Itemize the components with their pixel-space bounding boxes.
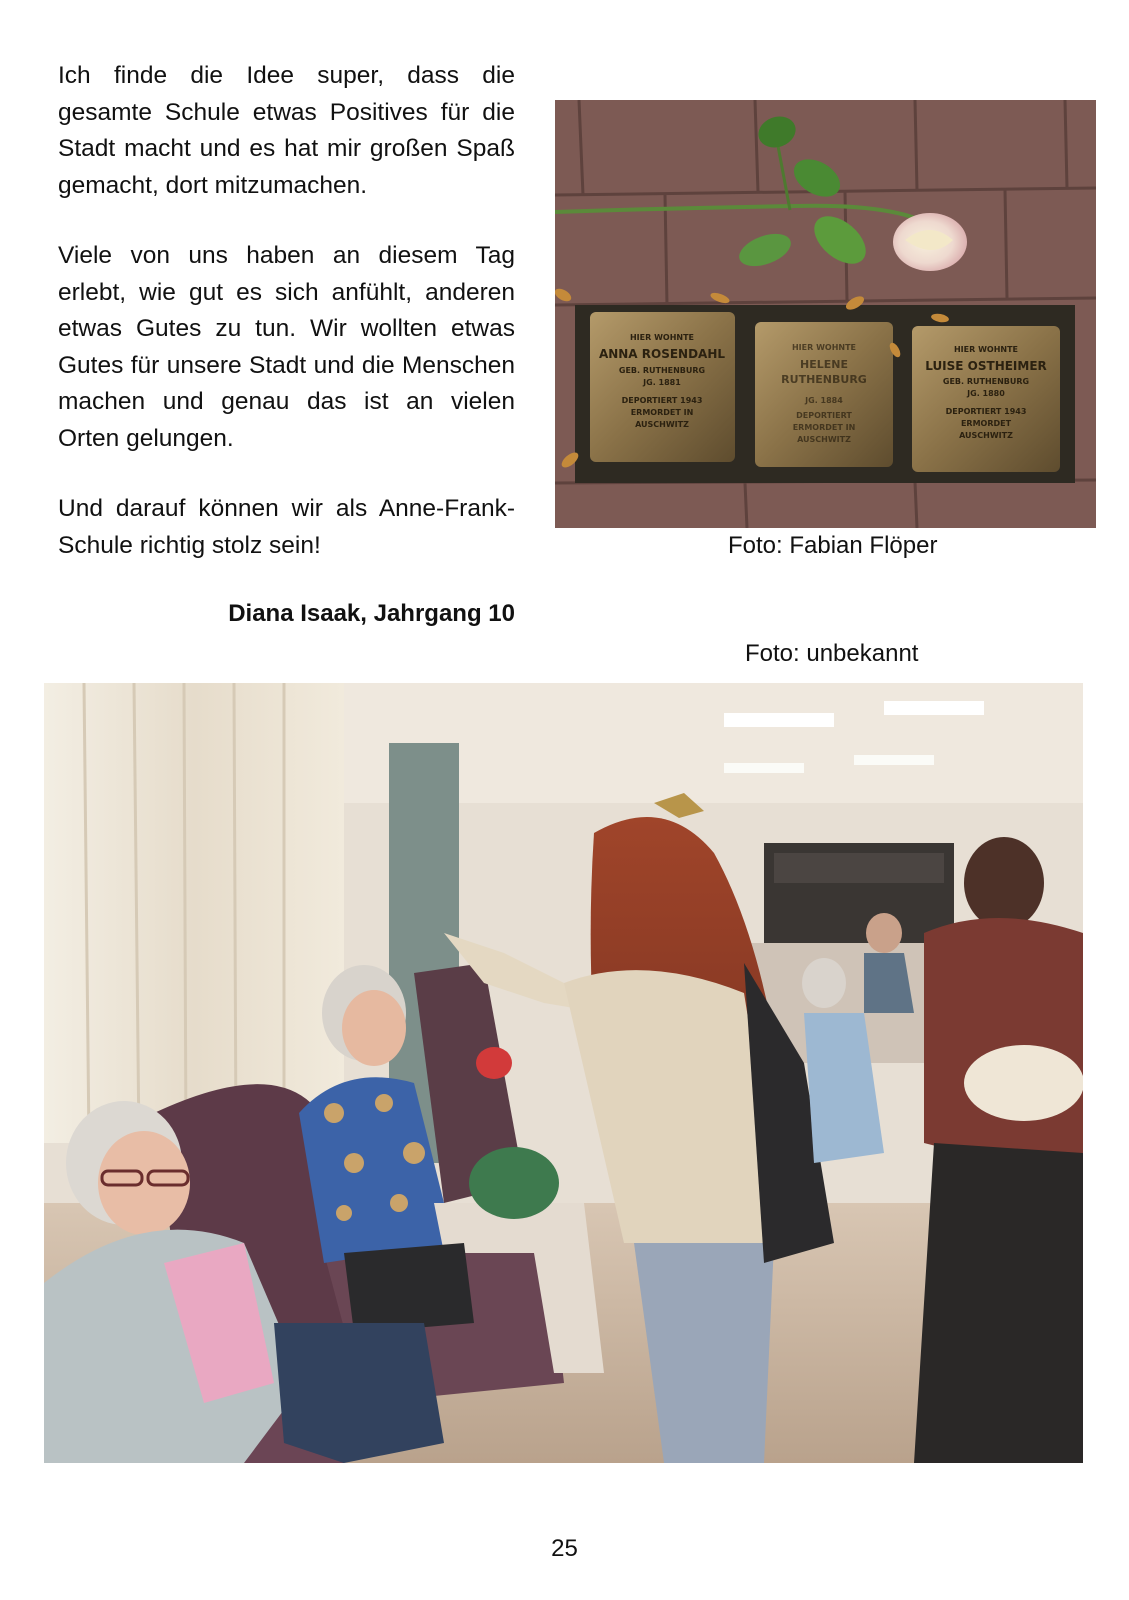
svg-text:LUISE OSTHEIMER: LUISE OSTHEIMER [925, 359, 1047, 373]
author-signature: Diana Isaak, Jahrgang 10 [228, 600, 515, 627]
svg-text:JG. 1884: JG. 1884 [805, 396, 843, 405]
page-number: 25 [551, 1535, 578, 1562]
svg-text:AUSCHWITZ: AUSCHWITZ [635, 420, 689, 429]
svg-text:DEPORTIERT: DEPORTIERT [796, 411, 852, 420]
svg-text:AUSCHWITZ: AUSCHWITZ [797, 435, 851, 444]
svg-text:JG. 1880: JG. 1880 [967, 389, 1005, 398]
photo-caption-stolpersteine: Foto: Fabian Flöper [728, 532, 938, 559]
svg-text:HIER WOHNTE: HIER WOHNTE [953, 345, 1019, 354]
svg-text:DEPORTIERT 1943: DEPORTIERT 1943 [945, 407, 1027, 416]
stolpersteine-photo [555, 100, 1096, 528]
paragraph-2: Viele von uns haben an diesem Tag erlebt, wie gut es sich anfühlt, anderen etwas Gutes zu tun. Wir wollten etwas Gutes für unsere Stadt und die Menschen machen und genau das ist an vielen Orten gelungen. [58, 242, 515, 452]
svg-text:HIER WOHNTE: HIER WOHNTE [629, 333, 695, 342]
svg-text:RUTHENBURG: RUTHENBURG [781, 373, 867, 386]
svg-text:ERMORDET: ERMORDET [960, 419, 1012, 428]
svg-text:HIER WOHNTE: HIER WOHNTE [791, 343, 857, 352]
visit-photo [44, 683, 1083, 1463]
svg-text:ERMORDET IN: ERMORDET IN [792, 423, 856, 432]
svg-text:ERMORDET IN: ERMORDET IN [630, 408, 694, 417]
photo-caption-visit: Foto: unbekannt [745, 640, 919, 667]
svg-text:JG. 1881: JG. 1881 [643, 378, 681, 387]
paragraph-1: Ich finde die Idee super, dass die gesamte Schule etwas Positives für die Stadt macht und es hat mir großen Spaß gemacht, dort mitzumachen. [58, 62, 515, 199]
svg-text:DEPORTIERT 1943: DEPORTIERT 1943 [621, 396, 703, 405]
svg-text:HELENE: HELENE [800, 358, 848, 371]
svg-text:ANNA ROSENDAHL: ANNA ROSENDAHL [598, 347, 726, 361]
article-text [58, 58, 515, 598]
svg-text:GEB. RUTHENBURG: GEB. RUTHENBURG [942, 377, 1030, 386]
paragraph-3: Und darauf können wir als Anne-Frank-Schule richtig stolz sein! [58, 495, 515, 559]
svg-text:AUSCHWITZ: AUSCHWITZ [959, 431, 1013, 440]
svg-text:GEB. RUTHENBURG: GEB. RUTHENBURG [618, 366, 706, 375]
